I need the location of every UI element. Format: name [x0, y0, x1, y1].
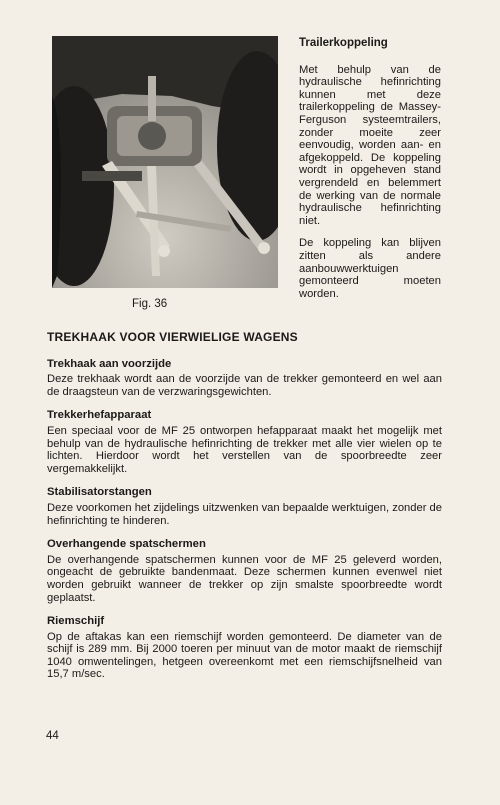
subsection-title: Trekkerhefapparaat: [47, 409, 152, 422]
section-heading: TREKHAAK VOOR VIERWIELIGE WAGENS: [47, 330, 298, 344]
subsection-title: Riemschijf: [47, 615, 105, 628]
page-number: 44: [46, 730, 59, 742]
tractor-hitch-photo: [52, 36, 278, 288]
subsection-title: Stabilisatorstangen: [47, 486, 152, 499]
subsection-text: Deze trekhaak wordt aan de voorzijde van de trekker gemonteerd en wel aan de draagsteun van de verzwaringsgewichten.: [47, 373, 442, 398]
subsection-text: Op de aftakas kan een riemschijf worden gemonteerd. De diameter van de schijf is 289 mm. Bij 2000 toeren per minuut van de motor maakt de riemschijf 1040 omwentelingen, hetgeen overeenkomt met een riemschijfsnelheid van 15,7 m/sec.: [47, 630, 442, 681]
subsection-title: Overhangende spatschermen: [47, 538, 206, 551]
subsection-title: Trekhaak aan voorzijde: [47, 357, 172, 370]
sidebar-title: Trailerkoppeling: [299, 37, 388, 49]
tractor-hitch-illustration: [52, 36, 278, 288]
sidebar-paragraph: Met behulp van de hydraulische hefinrichting kunnen met deze trailerkoppeling de Massey-Ferguson systeemtrailers, zonder moeite zeer eenvoudig, worden aan- en afgekoppeld. De koppeling wordt in opgeheven stand vergrendeld en belemmert de werking van de normale hydraulische hefinrichting niet.: [299, 63, 441, 227]
subsection-text: Een speciaal voor de MF 25 ontworpen hefapparaat maakt het mogelijk met behulp van de hydraulische hefinrichting de trekker met alle vier wielen op te lichten. Hierdoor wordt het verstellen van de spoorbreedte zeer vergemakkelijkt.: [47, 424, 442, 475]
main-content: [47, 331, 442, 692]
sidebar-column: [299, 37, 441, 310]
subsection-text: De overhangende spatschermen kunnen voor de MF 25 geleverd worden, ongeacht de gebruikte bandenmaat. Deze schermen kunnen evenwel niet worden gebruikt wanneer de trekker op zijn smalste spoorbreedte wordt geplaatst.: [47, 553, 442, 604]
sidebar-paragraph: De koppeling kan blijven zitten als andere aanbouwwerktuigen gemonteerd moeten worden.: [299, 237, 441, 300]
subsection-text: Deze voorkomen het zijdelings uitzwenken van bepaalde werktuigen, zonder de hefinrichting te hinderen.: [47, 501, 442, 527]
figure-caption: Fig. 36: [132, 298, 168, 310]
